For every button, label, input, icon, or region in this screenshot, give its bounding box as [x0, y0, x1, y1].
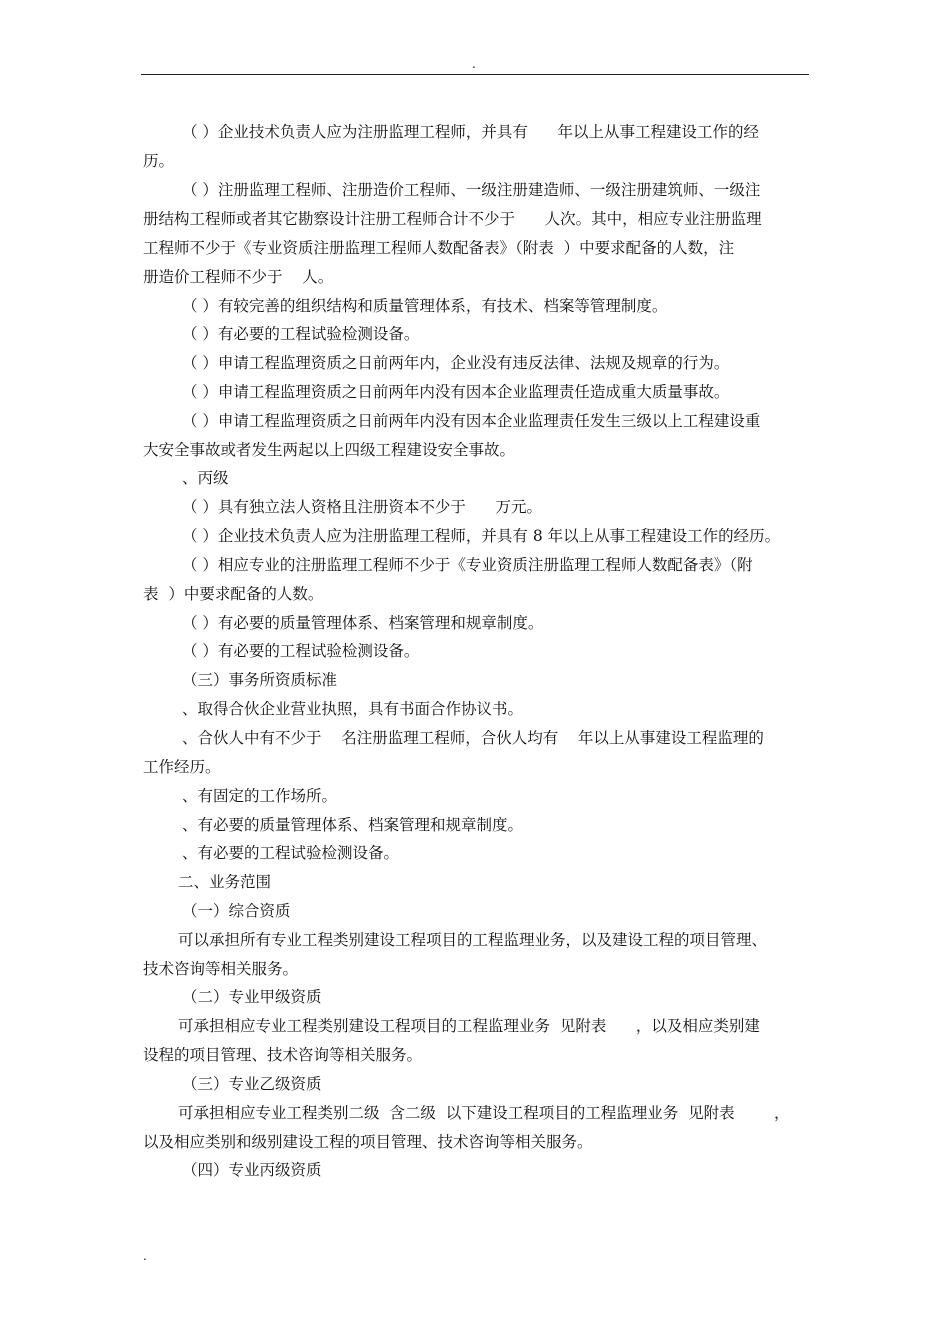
text-line: （ ）有较完善的组织结构和质量管理体系，有技术、档案等管理制度。 [182, 297, 668, 315]
text-line: 、有必要的质量管理体系、档案管理和规章制度。 [182, 816, 524, 834]
text-line: 、丙级 [182, 469, 229, 487]
text-line: 工程师不少于《专业资质注册监理工程师人数配备表》（附表 ）中要求配备的人数，注 [143, 239, 735, 257]
text-line: （ ）企业技术负责人应为注册监理工程师，并具有 8 年以上从事工程建设工作的经历。 [182, 527, 781, 545]
text-line: 二、业务范围 [178, 873, 272, 891]
text-line: （ ）申请工程监理资质之日前两年内，企业没有违反法律、法规及规章的行为。 [182, 354, 730, 372]
text-line: （ ）有必要的质量管理体系、档案管理和规章制度。 [182, 614, 544, 632]
text-line: 可承担相应专业工程类别二级 含二级 以下建设工程项目的工程监理业务 见附表 ， [178, 1104, 790, 1122]
text-line: （三）专业乙级资质 [182, 1075, 322, 1093]
text-line: 、合伙人中有不少于 名注册监理工程师，合伙人均有 年以上从事建设工程监理的 [182, 729, 764, 747]
text-line: （ ）有必要的工程试验检测设备。 [182, 642, 420, 660]
header-rule [141, 74, 809, 75]
text-line: 册结构工程师或者其它勘察设计注册工程师合计不少于 人次。其中，相应专业注册监理 [143, 210, 762, 228]
text-line: 可以承担所有专业工程类别建设工程项目的工程监理业务，以及建设工程的项目管理、 [178, 931, 768, 949]
text-line: （一）综合资质 [182, 902, 291, 920]
text-line: （ ）申请工程监理资质之日前两年内没有因本企业监理责任造成重大质量事故。 [182, 383, 730, 401]
text-line: 表 ）中要求配备的人数。 [143, 585, 324, 603]
text-line: （ ）有必要的工程试验检测设备。 [182, 325, 420, 343]
text-line: （二）专业甲级资质 [182, 988, 322, 1006]
text-line: 册造价工程师不少于 人。 [143, 268, 334, 286]
text-line: 工作经历。 [143, 758, 221, 776]
text-line: 以及相应类别和级别建设工程的项目管理、技术咨询等相关服务。 [143, 1133, 593, 1151]
text-line: 可承担相应专业工程类别建设工程项目的工程监理业务 见附表 ，以及相应类别建 [178, 1017, 760, 1035]
text-line: （ ）具有独立法人资格且注册资本不少于 万元。 [182, 498, 542, 516]
footer-mark: . [143, 1249, 147, 1263]
text-line: 历。 [143, 152, 175, 170]
text-line: 、取得合伙企业营业执照，具有书面合作协议书。 [182, 700, 524, 718]
text-line: （ ）相应专业的注册监理工程师不少于《专业资质注册监理工程师人数配备表》（附 [182, 556, 753, 574]
text-line: 技术咨询等相关服务。 [143, 960, 299, 978]
text-line: （ ）企业技术负责人应为注册监理工程师，并具有 年以上从事工程建设工作的经 [182, 123, 759, 141]
text-line: 、有固定的工作场所。 [182, 787, 338, 805]
text-line: （ ）申请工程监理资质之日前两年内没有因本企业监理责任发生三级以上工程建设重 [182, 412, 761, 430]
text-line: 、有必要的工程试验检测设备。 [182, 844, 400, 862]
text-line: （三）事务所资质标准 [182, 671, 338, 689]
text-line: （ ）注册监理工程师、注册造价工程师、一级注册建造师、一级注册建筑师、一级注 [182, 181, 761, 199]
text-line: 大安全事故或者发生两起以上四级工程建设安全事故。 [143, 441, 516, 459]
text-line: （四）专业丙级资质 [182, 1161, 322, 1179]
header-mark: . [472, 57, 476, 71]
text-line: 设程的项目管理、技术咨询等相关服务。 [143, 1046, 423, 1064]
